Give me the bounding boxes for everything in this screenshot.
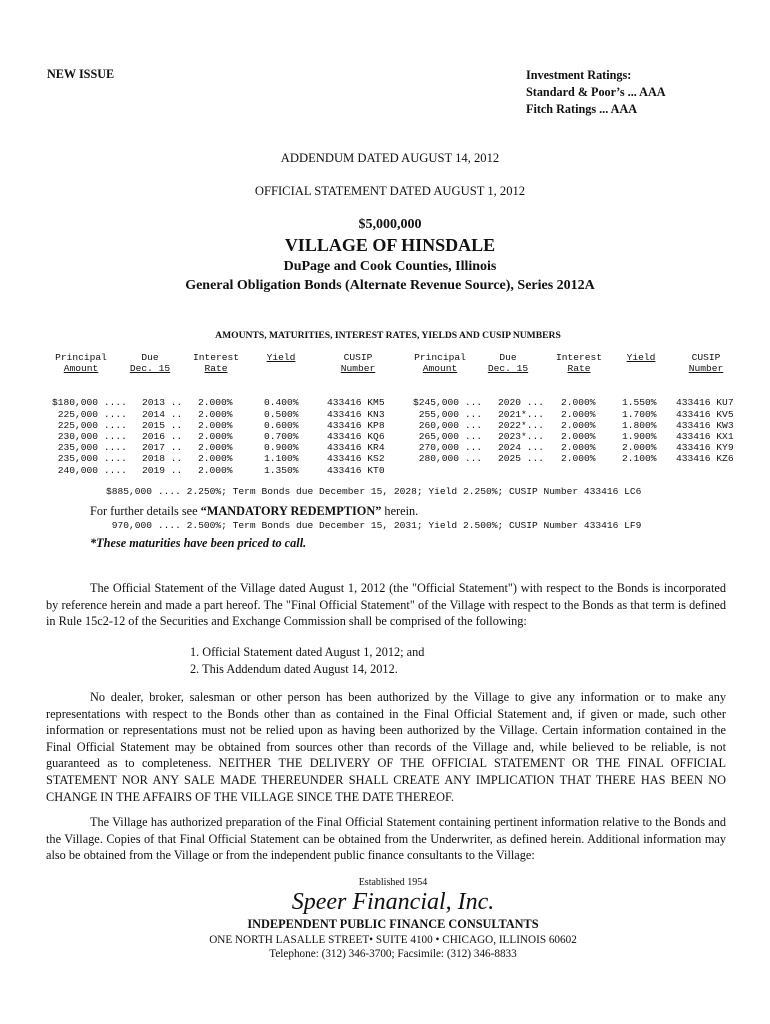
col-header-yield — [258, 352, 304, 363]
header-line: Rate — [204, 363, 228, 375]
rating-standard-poors: Standard & Poor’s ... AAA — [526, 85, 666, 99]
header-line: CUSIP — [343, 352, 373, 363]
header-line: Amount — [63, 363, 99, 375]
col-header-rate — [188, 352, 244, 374]
header-line: Principal — [414, 352, 466, 363]
table-cell: 2018 .. — [142, 453, 183, 465]
header-line: Due — [141, 352, 159, 363]
bond-series-title: General Obligation Bonds (Alternate Revenue Source), Series 2012A — [185, 278, 595, 293]
table-cell: 433416 KZ6 — [676, 453, 734, 465]
table-cell: 2.000% — [198, 464, 233, 476]
paragraph-disclaimer: No dealer, broker, salesman or other person has been authorized by the Village to give any information or to make any representations with respect to the Bonds other than as contained in the Final Official Statement and, if given or made, such other information or representations must not be relied upon as having been authorized by the Village. Certain information contained in the Final Official Statement may be obtained from sources other than records of the Village and, while believed to be reliable, is not guaranteed as to completeness. NEITHER THE DELIVERY OF THE OFFICIAL STATEMENT OR THE FINAL OFFICIAL STATEMENT NOR ANY SALE MADE THEREUNDER SHALL CREATE ANY IMPLICATION THAT THERE HAS BEEN NO CHANGE IN THE AFFAIRS OF THE VILLAGE SINCE THE DATE THEREOF. — [46, 690, 726, 804]
list-item: 2. This Addendum dated August 14, 2012. — [190, 662, 398, 676]
header-line: Interest — [192, 352, 240, 363]
header-line: Number — [688, 363, 724, 375]
priced-to-call-note: *These maturities have been priced to call. — [90, 536, 307, 550]
new-issue-label: NEW ISSUE — [47, 67, 115, 81]
table-cell: 433416 KU7 — [676, 397, 734, 409]
firm-name: Speer Financial, Inc. — [291, 889, 495, 915]
table-cell: 433416 KS2 — [327, 453, 385, 465]
term-bond-line: 970,000 .... 2.500%; Term Bonds due December 15, 2031; Yield 2.500%; CUSIP Number 433416 LF9 — [106, 520, 642, 532]
table-cell: 433416 KR4 — [327, 442, 385, 454]
table-cell: 2.000% — [622, 442, 657, 454]
table-cell: 280,000 ... — [413, 453, 483, 465]
table-cell: 433416 KN3 — [327, 408, 385, 420]
table-cell: 433416 KQ6 — [327, 431, 385, 443]
header-line: Dec. 15 — [487, 363, 529, 375]
table-cell: 433416 KM5 — [327, 397, 385, 409]
table-cell: 0.600% — [264, 419, 299, 431]
col-header-rate — [550, 352, 608, 374]
header-line: Principal — [55, 352, 107, 363]
table-cell: 235,000 .... — [52, 442, 127, 454]
established-year: Established 1954 — [358, 877, 428, 888]
firm-phone: Telephone: (312) 346-3700; Facsimile: (312) 346-8833 — [269, 948, 517, 960]
table-cell: 2.000% — [561, 419, 596, 431]
header-line: Yield — [626, 352, 656, 363]
table-cell: 2016 .. — [142, 431, 183, 443]
table-cell: 1.800% — [622, 419, 657, 431]
table-cell: 240,000 .... — [52, 464, 127, 476]
official-statement-date: OFFICIAL STATEMENT DATED AUGUST 1, 2012 — [254, 184, 526, 198]
col-header-due — [480, 352, 536, 374]
firm-tagline: INDEPENDENT PUBLIC FINANCE CONSULTANTS — [247, 917, 539, 931]
table-cell: $245,000 ... — [413, 397, 483, 409]
header-line: Amount — [422, 363, 458, 375]
counties: DuPage and Cook Counties, Illinois — [283, 259, 497, 274]
table-cell: 2.000% — [561, 408, 596, 420]
header-line: Due — [499, 352, 517, 363]
table-cell: 270,000 ... — [413, 442, 483, 454]
paragraph-availability: The Village has authorized preparation of the Final Official Statement containing pertinent information relative to the Bonds and the Village. Copies of that Final Official Statement can be obtained from the Underwriter, as defined herein. Additional information may also be obtained from the Village or from the independent public finance consultants to the Village: — [46, 815, 726, 863]
col-header-principal — [52, 352, 110, 374]
mandatory-redemption-ref: “MANDATORY REDEMPTION” — [200, 504, 382, 518]
table-cell: 1.550% — [622, 397, 657, 409]
table-cell: 2014 .. — [142, 408, 183, 420]
table-cell: 255,000 ... — [413, 408, 483, 420]
table-cell: 2025 ... — [498, 453, 545, 465]
header-line: Number — [340, 363, 376, 375]
header-line: For further details see — [90, 504, 201, 518]
table-cell: 2022*... — [498, 419, 545, 431]
table-cell: 265,000 ... — [413, 431, 483, 443]
table-cell: 2.000% — [561, 431, 596, 443]
table-cell: 1.900% — [622, 431, 657, 443]
header-line: Rate — [567, 363, 591, 375]
list-item: 1. Official Statement dated August 1, 2012; and — [190, 645, 425, 659]
table-cell: 2020 ... — [498, 397, 545, 409]
issue-amount: $5,000,000 — [358, 217, 422, 232]
table-cell: 225,000 .... — [52, 408, 127, 420]
document-list — [190, 644, 424, 678]
table-cell: 2.000% — [198, 431, 233, 443]
table-cell: 230,000 .... — [52, 431, 127, 443]
header-line: herein. — [381, 504, 419, 518]
header-line: Interest — [555, 352, 603, 363]
col-header-cusip — [674, 352, 738, 374]
col-header-due — [124, 352, 176, 374]
right-cusip-column — [676, 375, 734, 487]
table-cell: 2013 .. — [142, 397, 183, 409]
table-cell: 0.400% — [264, 397, 299, 409]
table-cell: 433416 KV5 — [676, 408, 734, 420]
table-cell: 235,000 .... — [52, 453, 127, 465]
table-cell: 2019 .. — [142, 464, 183, 476]
col-header-cusip — [326, 352, 390, 374]
col-header-yield — [618, 352, 664, 363]
table-cell: 2.000% — [561, 397, 596, 409]
table-cell: 2.000% — [198, 442, 233, 454]
term-bond-line: $885,000 .... 2.250%; Term Bonds due December 15, 2028; Yield 2.250%; CUSIP Number 433416 LC6 — [106, 486, 642, 498]
table-cell: 260,000 ... — [413, 419, 483, 431]
paragraph-incorporation: The Official Statement of the Village dated August 1, 2012 (the "Official Statement") with respect to the Bonds is incorporated by reference herein and made a part hereof. The "Final Official Statement" of the Village with respect to the Bonds as that term is defined in Rule 15c2-12 of the Securities and Exchange Commission shall be comprised of the following: — [46, 581, 726, 629]
table-cell: 2021*... — [498, 408, 545, 420]
rating-fitch: Fitch Ratings ... AAA — [526, 102, 638, 116]
table-cell: 225,000 .... — [52, 419, 127, 431]
table-cell: 2015 .. — [142, 419, 183, 431]
header-line: Dec. 15 — [129, 363, 171, 375]
table-cell: 1.100% — [264, 453, 299, 465]
table-cell: 2.000% — [198, 408, 233, 420]
investment-ratings — [526, 67, 666, 118]
table-cell: 2.000% — [561, 453, 596, 465]
table-cell: 2023*... — [498, 431, 545, 443]
maturity-table-heading: AMOUNTS, MATURITIES, INTEREST RATES, YIELDS AND CUSIP NUMBERS — [215, 330, 561, 341]
table-cell: 433416 KP8 — [327, 419, 385, 431]
table-cell: 2.000% — [198, 397, 233, 409]
issuer-name: VILLAGE OF HINSDALE — [284, 235, 496, 255]
table-cell: 433416 KW3 — [676, 419, 734, 431]
firm-address: ONE NORTH LASALLE STREET• SUITE 4100 • CHICAGO, ILLINOIS 60602 — [209, 934, 577, 946]
table-cell: 2.000% — [198, 419, 233, 431]
table-cell: 2017 .. — [142, 442, 183, 454]
table-cell: 2024 ... — [498, 442, 545, 454]
further-details-note — [90, 504, 418, 519]
table-cell: 2.000% — [198, 453, 233, 465]
maturity-table — [0, 352, 770, 476]
table-cell: 1.350% — [264, 464, 299, 476]
table-cell: 0.500% — [264, 408, 299, 420]
table-cell: 433416 KX1 — [676, 431, 734, 443]
table-cell: 2.100% — [622, 453, 657, 465]
table-cell: 1.700% — [622, 408, 657, 420]
col-header-principal — [410, 352, 470, 374]
table-cell: 2.000% — [561, 442, 596, 454]
header-line: CUSIP — [691, 352, 721, 363]
table-cell: 433416 KY9 — [676, 442, 734, 454]
table-cell: 0.700% — [264, 431, 299, 443]
header-line: Yield — [266, 352, 296, 363]
addendum-date: ADDENDUM DATED AUGUST 14, 2012 — [280, 151, 500, 165]
table-cell: 0.900% — [264, 442, 299, 454]
ratings-title: Investment Ratings: — [526, 68, 632, 82]
table-cell: 433416 KT0 — [327, 464, 385, 476]
table-cell: $180,000 .... — [52, 397, 127, 409]
